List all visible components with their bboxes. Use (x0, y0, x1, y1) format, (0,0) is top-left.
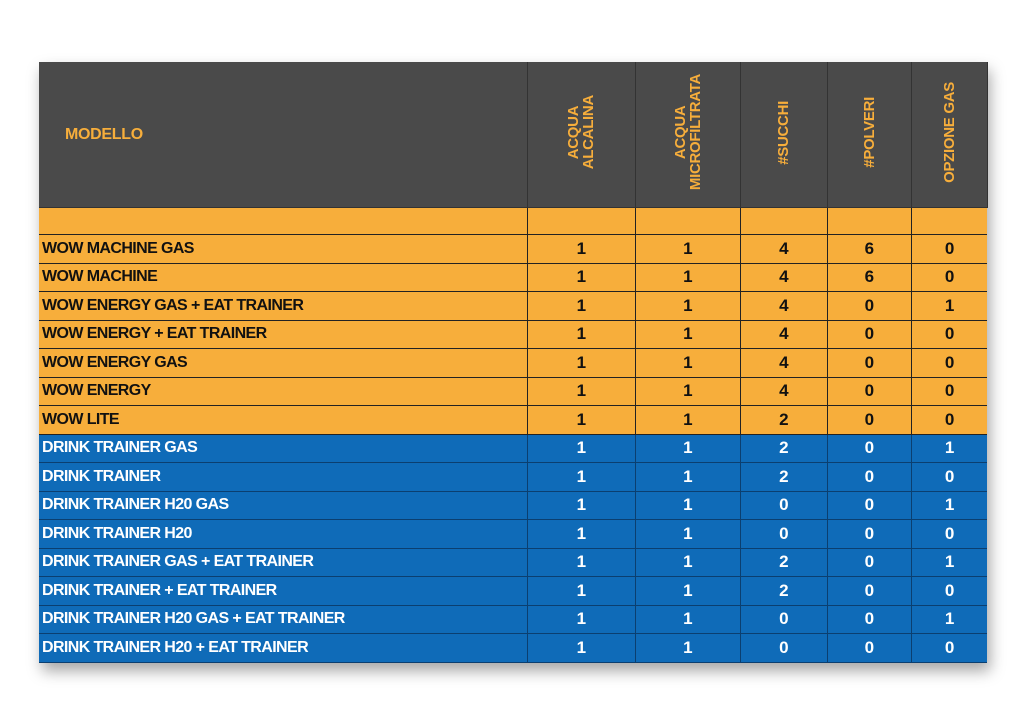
value-cell: 0 (911, 634, 987, 663)
value-cell: 1 (635, 577, 740, 606)
value-cell: 1 (527, 349, 635, 378)
value-cell: 1 (635, 377, 740, 406)
model-name-cell: DRINK TRAINER GAS + EAT TRAINER (39, 548, 527, 577)
table-row (39, 634, 987, 663)
value-cell: 0 (827, 548, 911, 577)
value-cell: 4 (740, 263, 827, 292)
value-cell: 0 (827, 434, 911, 463)
value-cell: 0 (740, 634, 827, 663)
value-cell: 1 (527, 292, 635, 321)
value-cell: 1 (527, 605, 635, 634)
value-cell: 1 (635, 292, 740, 321)
spacer-cell (911, 208, 987, 235)
value-cell: 1 (635, 605, 740, 634)
value-cell: 0 (911, 463, 987, 492)
model-name-cell: WOW LITE (39, 406, 527, 435)
table-row (39, 605, 987, 634)
value-cell: 0 (740, 605, 827, 634)
header-succhi: #SUCCHI (740, 62, 827, 208)
table-row (39, 548, 987, 577)
header-modello: MODELLO (39, 62, 527, 208)
model-name-cell: WOW ENERGY (39, 377, 527, 406)
value-cell: 1 (635, 463, 740, 492)
table-row (39, 320, 987, 349)
table-row (39, 406, 987, 435)
header-polveri: #POLVERI (827, 62, 911, 208)
value-cell: 1 (527, 520, 635, 549)
value-cell: 1 (527, 263, 635, 292)
value-cell: 0 (827, 463, 911, 492)
value-cell: 6 (827, 263, 911, 292)
spacer-cell (827, 208, 911, 235)
table-row (39, 292, 987, 321)
value-cell: 1 (635, 406, 740, 435)
value-cell: 0 (911, 349, 987, 378)
value-cell: 1 (635, 520, 740, 549)
value-cell: 1 (635, 235, 740, 264)
value-cell: 1 (527, 434, 635, 463)
value-cell: 0 (911, 406, 987, 435)
value-cell: 4 (740, 377, 827, 406)
value-cell: 0 (827, 605, 911, 634)
value-cell: 1 (911, 491, 987, 520)
model-name-cell: DRINK TRAINER H20 (39, 520, 527, 549)
value-cell: 4 (740, 349, 827, 378)
value-cell: 0 (911, 263, 987, 292)
table-row (39, 235, 987, 264)
model-name-cell: WOW MACHINE (39, 263, 527, 292)
header-acqua-alcalina: ACQUA ALCALINA (527, 62, 635, 208)
value-cell: 0 (827, 491, 911, 520)
value-cell: 0 (827, 377, 911, 406)
value-cell: 0 (911, 235, 987, 264)
model-name-cell: DRINK TRAINER (39, 463, 527, 492)
value-cell: 0 (827, 577, 911, 606)
spacer-cell (527, 208, 635, 235)
value-cell: 2 (740, 577, 827, 606)
value-cell: 0 (827, 292, 911, 321)
value-cell: 1 (527, 406, 635, 435)
value-cell: 0 (827, 349, 911, 378)
header-row (39, 62, 987, 208)
value-cell: 1 (527, 463, 635, 492)
value-cell: 0 (827, 520, 911, 549)
table-row (39, 520, 987, 549)
value-cell: 4 (740, 320, 827, 349)
model-name-cell: WOW ENERGY GAS (39, 349, 527, 378)
value-cell: 1 (635, 349, 740, 378)
value-cell: 0 (911, 320, 987, 349)
spacer-cell (39, 208, 527, 235)
value-cell: 1 (527, 377, 635, 406)
value-cell: 1 (527, 577, 635, 606)
value-cell: 0 (827, 320, 911, 349)
value-cell: 1 (527, 235, 635, 264)
spreadsheet-sheet (39, 62, 987, 663)
value-cell: 1 (911, 434, 987, 463)
value-cell: 2 (740, 548, 827, 577)
table-row (39, 434, 987, 463)
value-cell: 1 (635, 434, 740, 463)
model-name-cell: DRINK TRAINER + EAT TRAINER (39, 577, 527, 606)
table-row (39, 577, 987, 606)
spacer-row (39, 208, 987, 235)
model-name-cell: DRINK TRAINER H20 + EAT TRAINER (39, 634, 527, 663)
model-name-cell: DRINK TRAINER GAS (39, 434, 527, 463)
value-cell: 0 (911, 520, 987, 549)
value-cell: 0 (827, 634, 911, 663)
value-cell: 1 (527, 634, 635, 663)
value-cell: 1 (911, 548, 987, 577)
header-opzione-gas: OPZIONE GAS (911, 62, 987, 208)
value-cell: 4 (740, 292, 827, 321)
value-cell: 1 (911, 605, 987, 634)
spacer-cell (740, 208, 827, 235)
value-cell: 1 (527, 548, 635, 577)
value-cell: 0 (911, 577, 987, 606)
model-name-cell: DRINK TRAINER H20 GAS (39, 491, 527, 520)
value-cell: 2 (740, 463, 827, 492)
table-row (39, 463, 987, 492)
value-cell: 2 (740, 406, 827, 435)
spacer-cell (635, 208, 740, 235)
table-row (39, 377, 987, 406)
model-name-cell: WOW ENERGY + EAT TRAINER (39, 320, 527, 349)
value-cell: 1 (635, 320, 740, 349)
table-row (39, 491, 987, 520)
table-body (39, 208, 987, 663)
value-cell: 0 (911, 377, 987, 406)
models-table (39, 62, 988, 663)
value-cell: 0 (827, 406, 911, 435)
value-cell: 1 (635, 263, 740, 292)
value-cell: 1 (635, 548, 740, 577)
table-row (39, 263, 987, 292)
value-cell: 0 (740, 520, 827, 549)
value-cell: 2 (740, 434, 827, 463)
header-acqua-microfiltrata: ACQUA MICROFILTRATA (635, 62, 740, 208)
value-cell: 4 (740, 235, 827, 264)
value-cell: 1 (527, 320, 635, 349)
value-cell: 0 (740, 491, 827, 520)
model-name-cell: DRINK TRAINER H20 GAS + EAT TRAINER (39, 605, 527, 634)
value-cell: 6 (827, 235, 911, 264)
value-cell: 1 (527, 491, 635, 520)
model-name-cell: WOW ENERGY GAS + EAT TRAINER (39, 292, 527, 321)
value-cell: 1 (635, 634, 740, 663)
model-name-cell: WOW MACHINE GAS (39, 235, 527, 264)
value-cell: 1 (635, 491, 740, 520)
value-cell: 1 (911, 292, 987, 321)
table-row (39, 349, 987, 378)
